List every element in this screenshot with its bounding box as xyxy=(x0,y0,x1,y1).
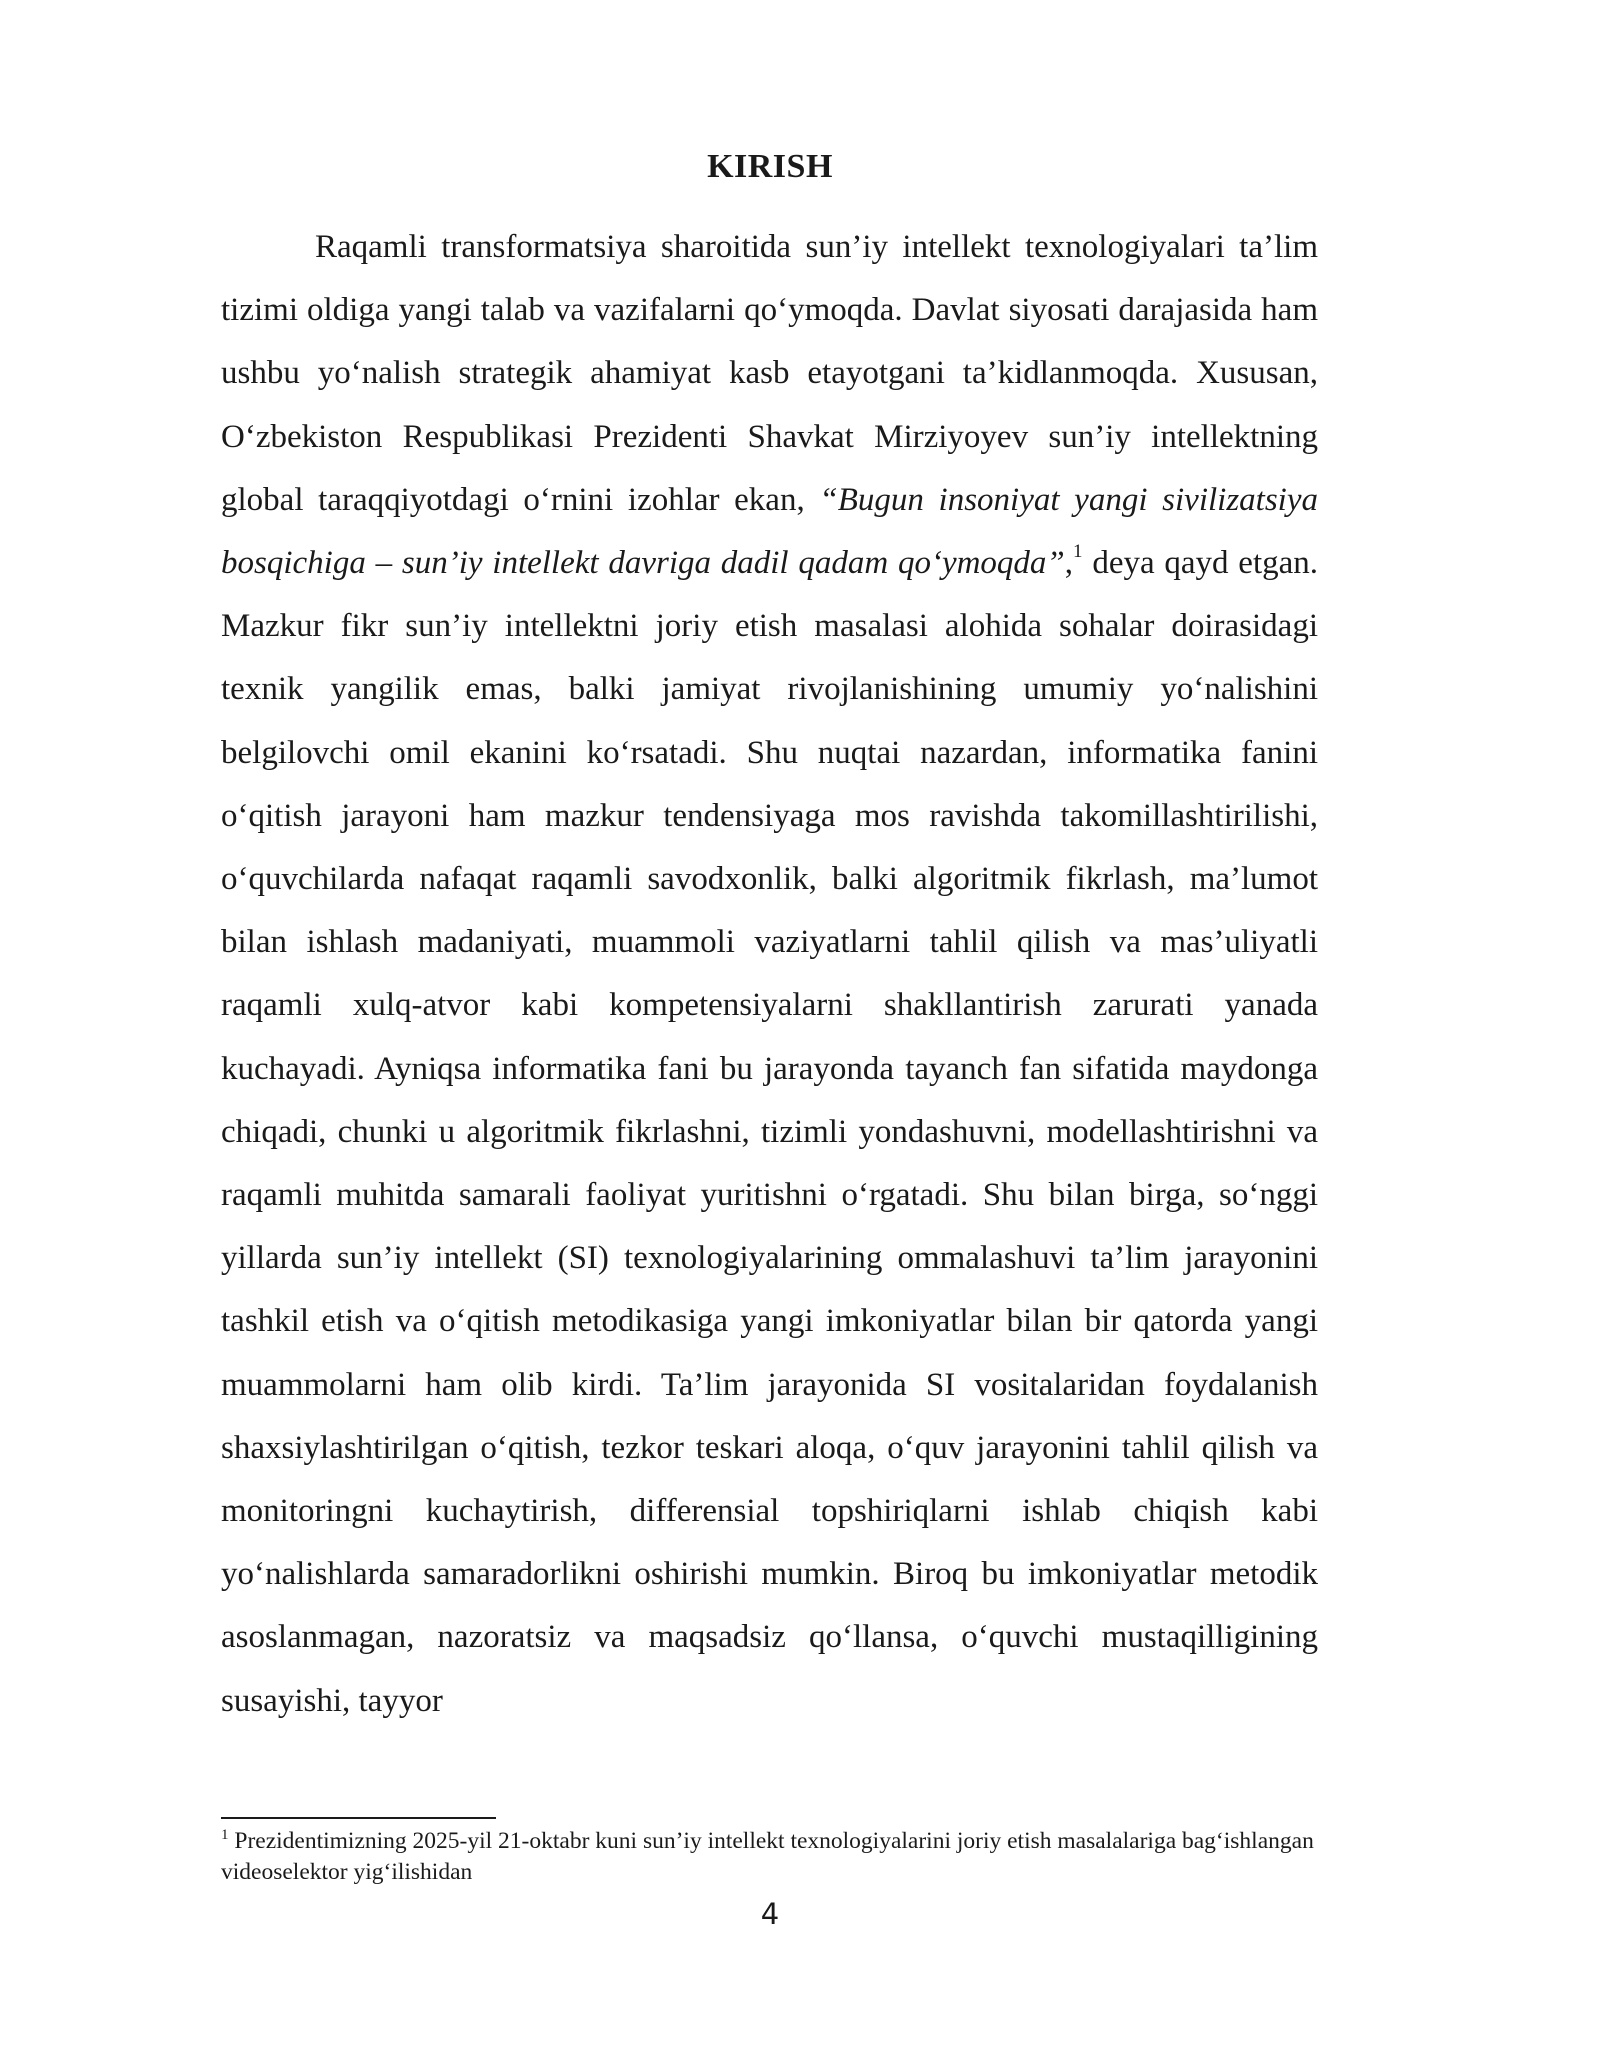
president-quote: “Bugun insoniyat yangi sivilizatsiya bosqichiga – sun’iy intellekt davriga dadil qadam qo‘ymoqda” xyxy=(221,481,1318,582)
paragraph-text-part2: deya qayd etgan. Mazkur fikr sun’iy intellektni joriy etish masalasi alohida sohalar doirasidagi texnik yangilik emas, balki jamiyat rivojlanishining umumiy yo‘nalishini belgilovchi omil ekanini ko‘rsatadi. Shu nuqtai nazardan, informatika fanini o‘qitish jarayoni ham mazkur tendensiyaga mos ravishda takomillashtirilishi, o‘quvchilarda nafaqat raqamli savodxonlik, balki algoritmik fikrlash, ma’lumot bilan ishlash madaniyati, muammoli vaziyatlarni tahlil qilish va mas’uliyatli raqamli xulq-atvor kabi kompetensiyalarni shakllantirish zarurati yanada kuchayadi. Ayniqsa informatika fani bu jarayonda tayanch fan sifatida maydonga chiqadi, chunki u algoritmik fikrlashni, tizimli yondashuvni, modellashtirishni va raqamli muhitda samarali faoliyat yuritishni o‘rgatadi. Shu bilan birga, so‘nggi yillarda sun’iy intellekt (SI) texnologiyalarining ommalashuvi ta’lim jarayonini tashkil etish va o‘qitish metodikasiga yangi imkoniyatlar bilan bir qatorda yangi muammolarni ham olib kirdi. Ta’lim jarayonida SI vositalaridan foydalanish shaxsiylashtirilgan o‘qitish, tezkor teskari aloqa, o‘quv jarayonini tahlil qilish va monitoringni kuchaytirish, differensial topshiriqlarni ishlab chiqish kabi yo‘nalishlarda samaradorlikni oshirishi mumkin. Biroq bu imkoniyatlar metodik asoslanmagan, nazoratsiz va maqsadsiz qo‘llansa, o‘quvchi mustaqilligining susayishi, tayyor xyxy=(221,545,1319,1719)
footnote-separator xyxy=(221,1817,496,1819)
paragraph-text-part1: Raqamli transformatsiya sharoitida sun’iy intellekt texnologiyalari ta’lim tizimi oldiga yangi talab va vazifalarni qo‘ymoqda. Davlat siyosati darajasida ham ushbu yo‘nalish strategik ahamiyat kasb etayotgani ta’kidlanmoqda. Xususan, O‘zbekiston Respublikasi Prezidenti Shavkat Mirziyoyev sun’iy intellektning global taraqqiyotdagi o‘rnini izohlar ekan, xyxy=(221,229,1318,518)
footnote-text: Prezidentimizning 2025-yil 21-oktabr kuni sun’iy intellekt texnologiyalarini joriy etish masalalariga bag‘ishlangan videoselektor yig‘ilishidan xyxy=(221,1828,1314,1885)
footnote xyxy=(221,1826,1318,1888)
page-number: 4 xyxy=(760,1897,780,1931)
body-paragraph xyxy=(221,216,1318,1733)
quote-comma: , xyxy=(1064,545,1074,582)
footnote-number: 1 xyxy=(221,1827,229,1844)
section-heading: KIRISH xyxy=(707,148,833,185)
footnote-reference[interactable]: 1 xyxy=(1073,541,1083,563)
